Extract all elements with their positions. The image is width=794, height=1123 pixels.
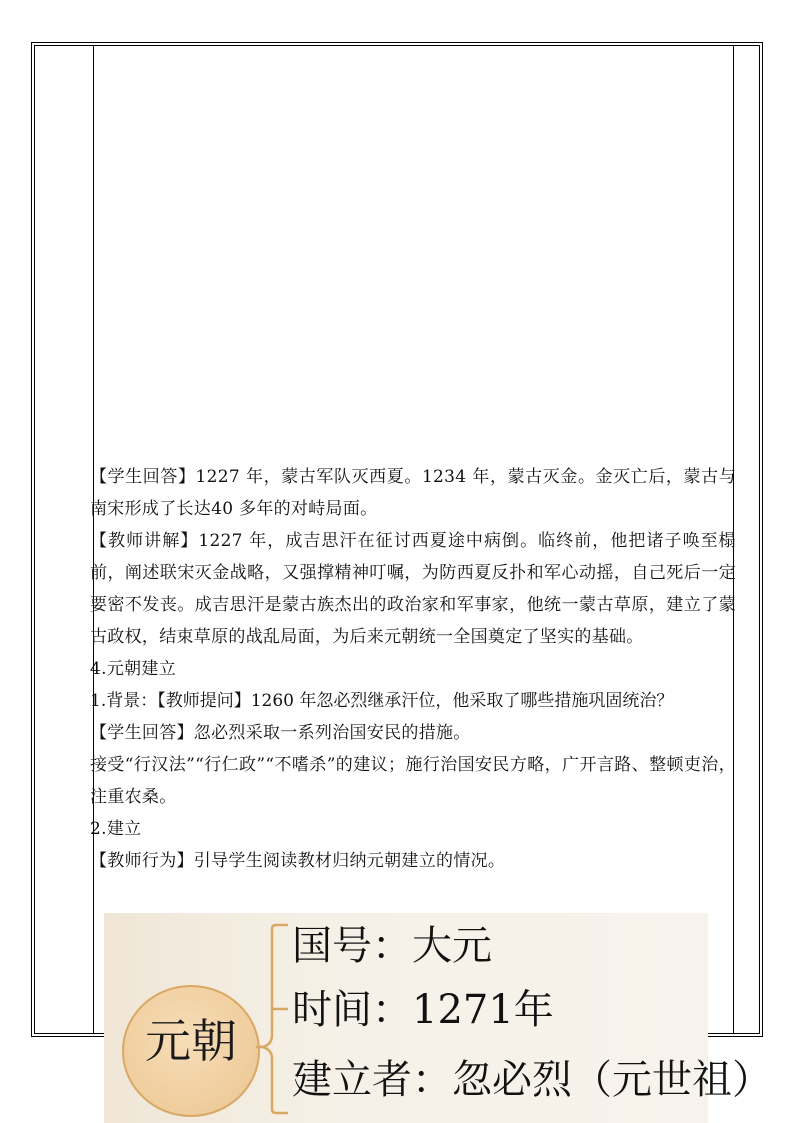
lesson-content — [90, 461, 736, 877]
teacher-explanation-paragraph: 【教师讲解】1227 年，成吉思汗在征讨西夏途中病倒。临终前，他把诸子唤至榻前，阐述联宋灭金战略，又强撑精神叮嘱，为防西夏反扑和军心动摇，自己死后一定要密不发丧。成吉思汗是蒙古族杰出的政治家和军事家，他统一蒙古草原，建立了蒙古政权，结束草原的战乱局面，为后来元朝统一全国奠定了坚实的基础。 — [90, 531, 736, 647]
background-question-paragraph: 1.背景：【教师提问】1260 年忽必烈继承汗位，他采取了哪些措施巩固统治？ — [90, 691, 674, 711]
student-answer-2-paragraph: 【学生回答】忽必烈采取一系列治国安民的措施。 — [90, 723, 471, 743]
bracket-connector — [254, 913, 294, 1123]
info-line-time: 时间：1271年 — [292, 987, 554, 1033]
info-line-founder: 建立者：忽必烈（元世祖） — [292, 1057, 772, 1103]
student-answer-paragraph: 【学生回答】1227 年，蒙古军队灭西夏。1234 年，蒙古灭金。金灭亡后，蒙古与南宋形成了长达40 多年的对峙局面。 — [90, 467, 736, 519]
yuan-dynasty-diagram — [104, 913, 772, 1123]
subheading-establishment: 2.建立 — [90, 819, 142, 839]
section-heading-yuan-founding: 4.元朝建立 — [90, 659, 177, 679]
info-line-dynasty-name: 国号：大元 — [292, 923, 492, 969]
measures-paragraph: 接受“行汉法”“行仁政”“不嗜杀”的建议；施行治国安民方略，广开言路、整顿吏治，注重农桑。 — [90, 755, 736, 807]
teacher-action-paragraph: 【教师行为】引导学生阅读教材归纳元朝建立的情况。 — [90, 851, 506, 871]
center-label: 元朝 — [145, 1014, 237, 1068]
